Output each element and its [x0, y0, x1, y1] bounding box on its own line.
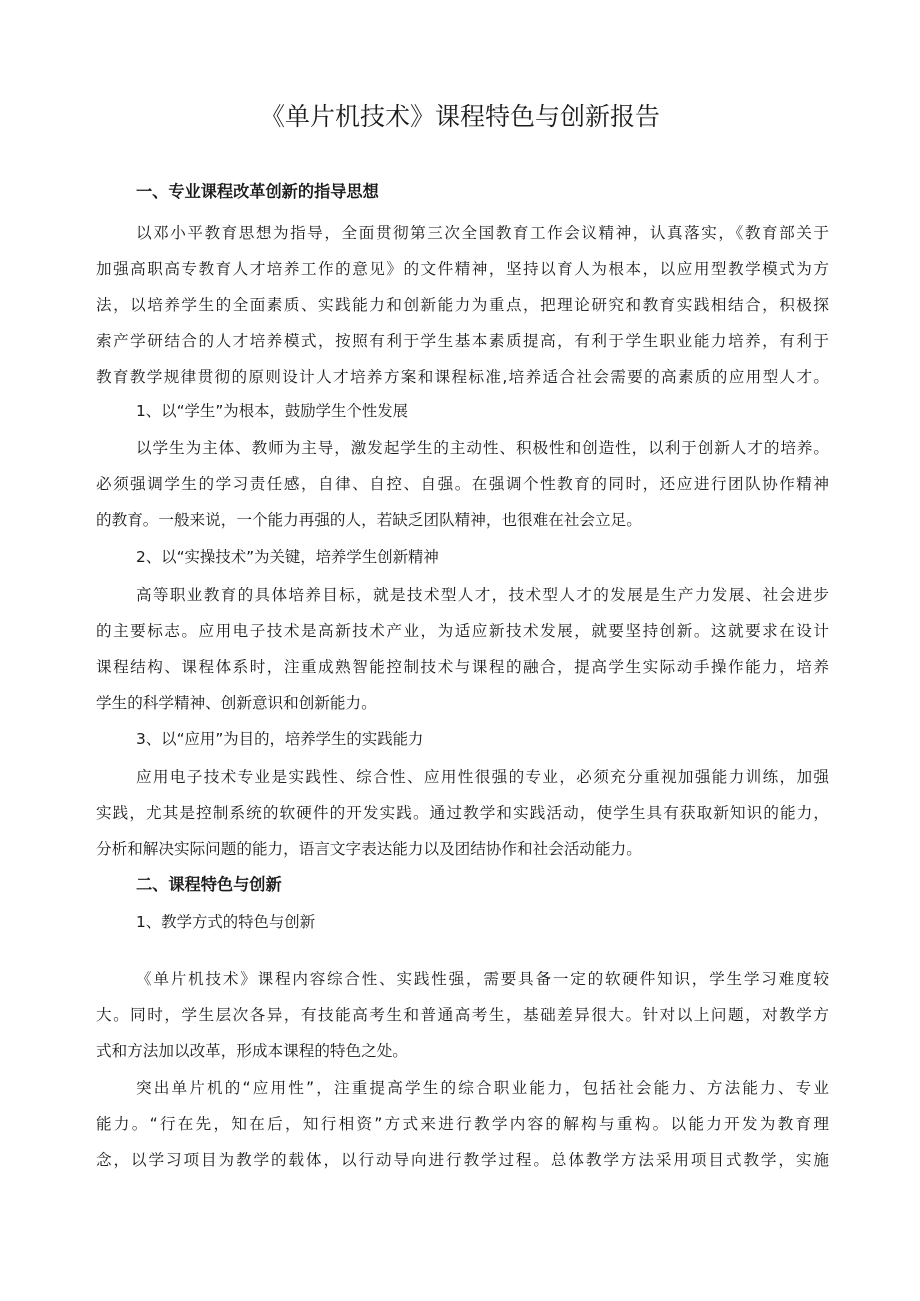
text-line: 突出单片机的“应用性”，注重提高学生的综合职业能力，包括社会能力、方法能力、专业	[136, 1079, 829, 1097]
text-line: 法，以培养学生的全面素质、实践能力和创新能力为重点，把理论研究和教育实践相结合，积极探	[96, 296, 829, 314]
section-heading-guiding-ideology: 一、专业课程改革创新的指导思想	[136, 182, 379, 201]
text-line: 教育教学规律贯彻的原则设计人才培养方案和课程标准,培养适合社会需要的高素质的应用型人才。	[96, 368, 829, 386]
text-line: 的主要标志。应用电子技术是高新技术产业，为适应新技术发展，就要坚持创新。这就要求在设计	[96, 622, 829, 640]
text-line: 实践，尤其是控制系统的软硬件的开发实践。通过教学和实践活动，使学生具有获取新知识的能力，	[96, 804, 829, 822]
text-line: 必须强调学生的学习责任感，自律、自控、自强。在强调个性教育的同时，还应进行团队协作精神	[96, 475, 829, 493]
paragraph-teaching-method-2	[96, 1070, 829, 1178]
text-line: 高等职业教育的具体培养目标，就是技术型人才，技术型人才的发展是生产力发展、社会进步	[136, 586, 829, 604]
section-heading-course-features: 二、课程特色与创新	[136, 875, 282, 894]
subheading-practical-skills: 2、以“实操技术”为关键，培养学生创新精神	[136, 548, 439, 566]
paragraph-student-centered	[96, 430, 829, 538]
paragraph-guiding-ideology	[96, 215, 829, 395]
subheading-application: 3、以“应用”为目的，培养学生的实践能力	[136, 730, 424, 748]
text-line: 以学生为主体、教师为主导，激发起学生的主动性、积极性和创造性，以利于创新人才的培养。	[136, 439, 829, 457]
text-line: 念，以学习项目为教学的载体，以行动导向进行教学过程。总体教学方法采用项目式教学，实施	[96, 1151, 829, 1169]
text-line: 式和方法加以改革，形成本课程的特色之处。	[96, 1042, 408, 1060]
text-line: 分析和解决实际问题的能力，语言文字表达能力以及团结协作和社会活动能力。	[96, 840, 642, 858]
text-line: 索产学研结合的人才培养模式，按照有利于学生基本素质提高，有利于学生职业能力培养，有利于	[96, 332, 829, 350]
subheading-teaching-method: 1、教学方式的特色与创新	[136, 913, 316, 931]
text-line: 学生的科学精神、创新意识和创新能力。	[96, 694, 377, 712]
text-line: 以邓小平教育思想为指导，全面贯彻第三次全国教育工作会议精神，认真落实，《教育部关于	[136, 224, 829, 242]
text-line: 大。同时，学生层次各异，有技能高考生和普通高考生，基础差异很大。针对以上问题，对教学方	[96, 1006, 829, 1024]
paragraph-application	[96, 759, 829, 867]
paragraph-teaching-method-1	[96, 961, 829, 1069]
text-line: 的教育。一般来说，一个能力再强的人，若缺乏团队精神，也很难在社会立足。	[96, 511, 642, 529]
paragraph-practical-skills	[96, 577, 829, 721]
text-line: 能力。“行在先，知在后，知行相资”方式来进行教学内容的解构与重构。以能力开发为教育理	[96, 1115, 829, 1133]
text-line: 课程结构、课程体系时，注重成熟智能控制技术与课程的融合，提高学生实际动手操作能力，培养	[96, 658, 829, 676]
document-title: 《单片机技术》课程特色与创新报告	[259, 102, 660, 131]
subheading-student-centered: 1、以“学生”为根本，鼓励学生个性发展	[136, 402, 408, 420]
text-line: 应用电子技术专业是实践性、综合性、应用性很强的专业，必须充分重视加强能力训练，加强	[136, 768, 829, 786]
text-line: 加强高职高专教育人才培养工作的意见》的文件精神，坚持以育人为根本，以应用型教学模式为方	[96, 260, 829, 278]
text-line: 《单片机技术》课程内容综合性、实践性强，需要具备一定的软硬件知识，学生学习难度较	[136, 970, 829, 988]
